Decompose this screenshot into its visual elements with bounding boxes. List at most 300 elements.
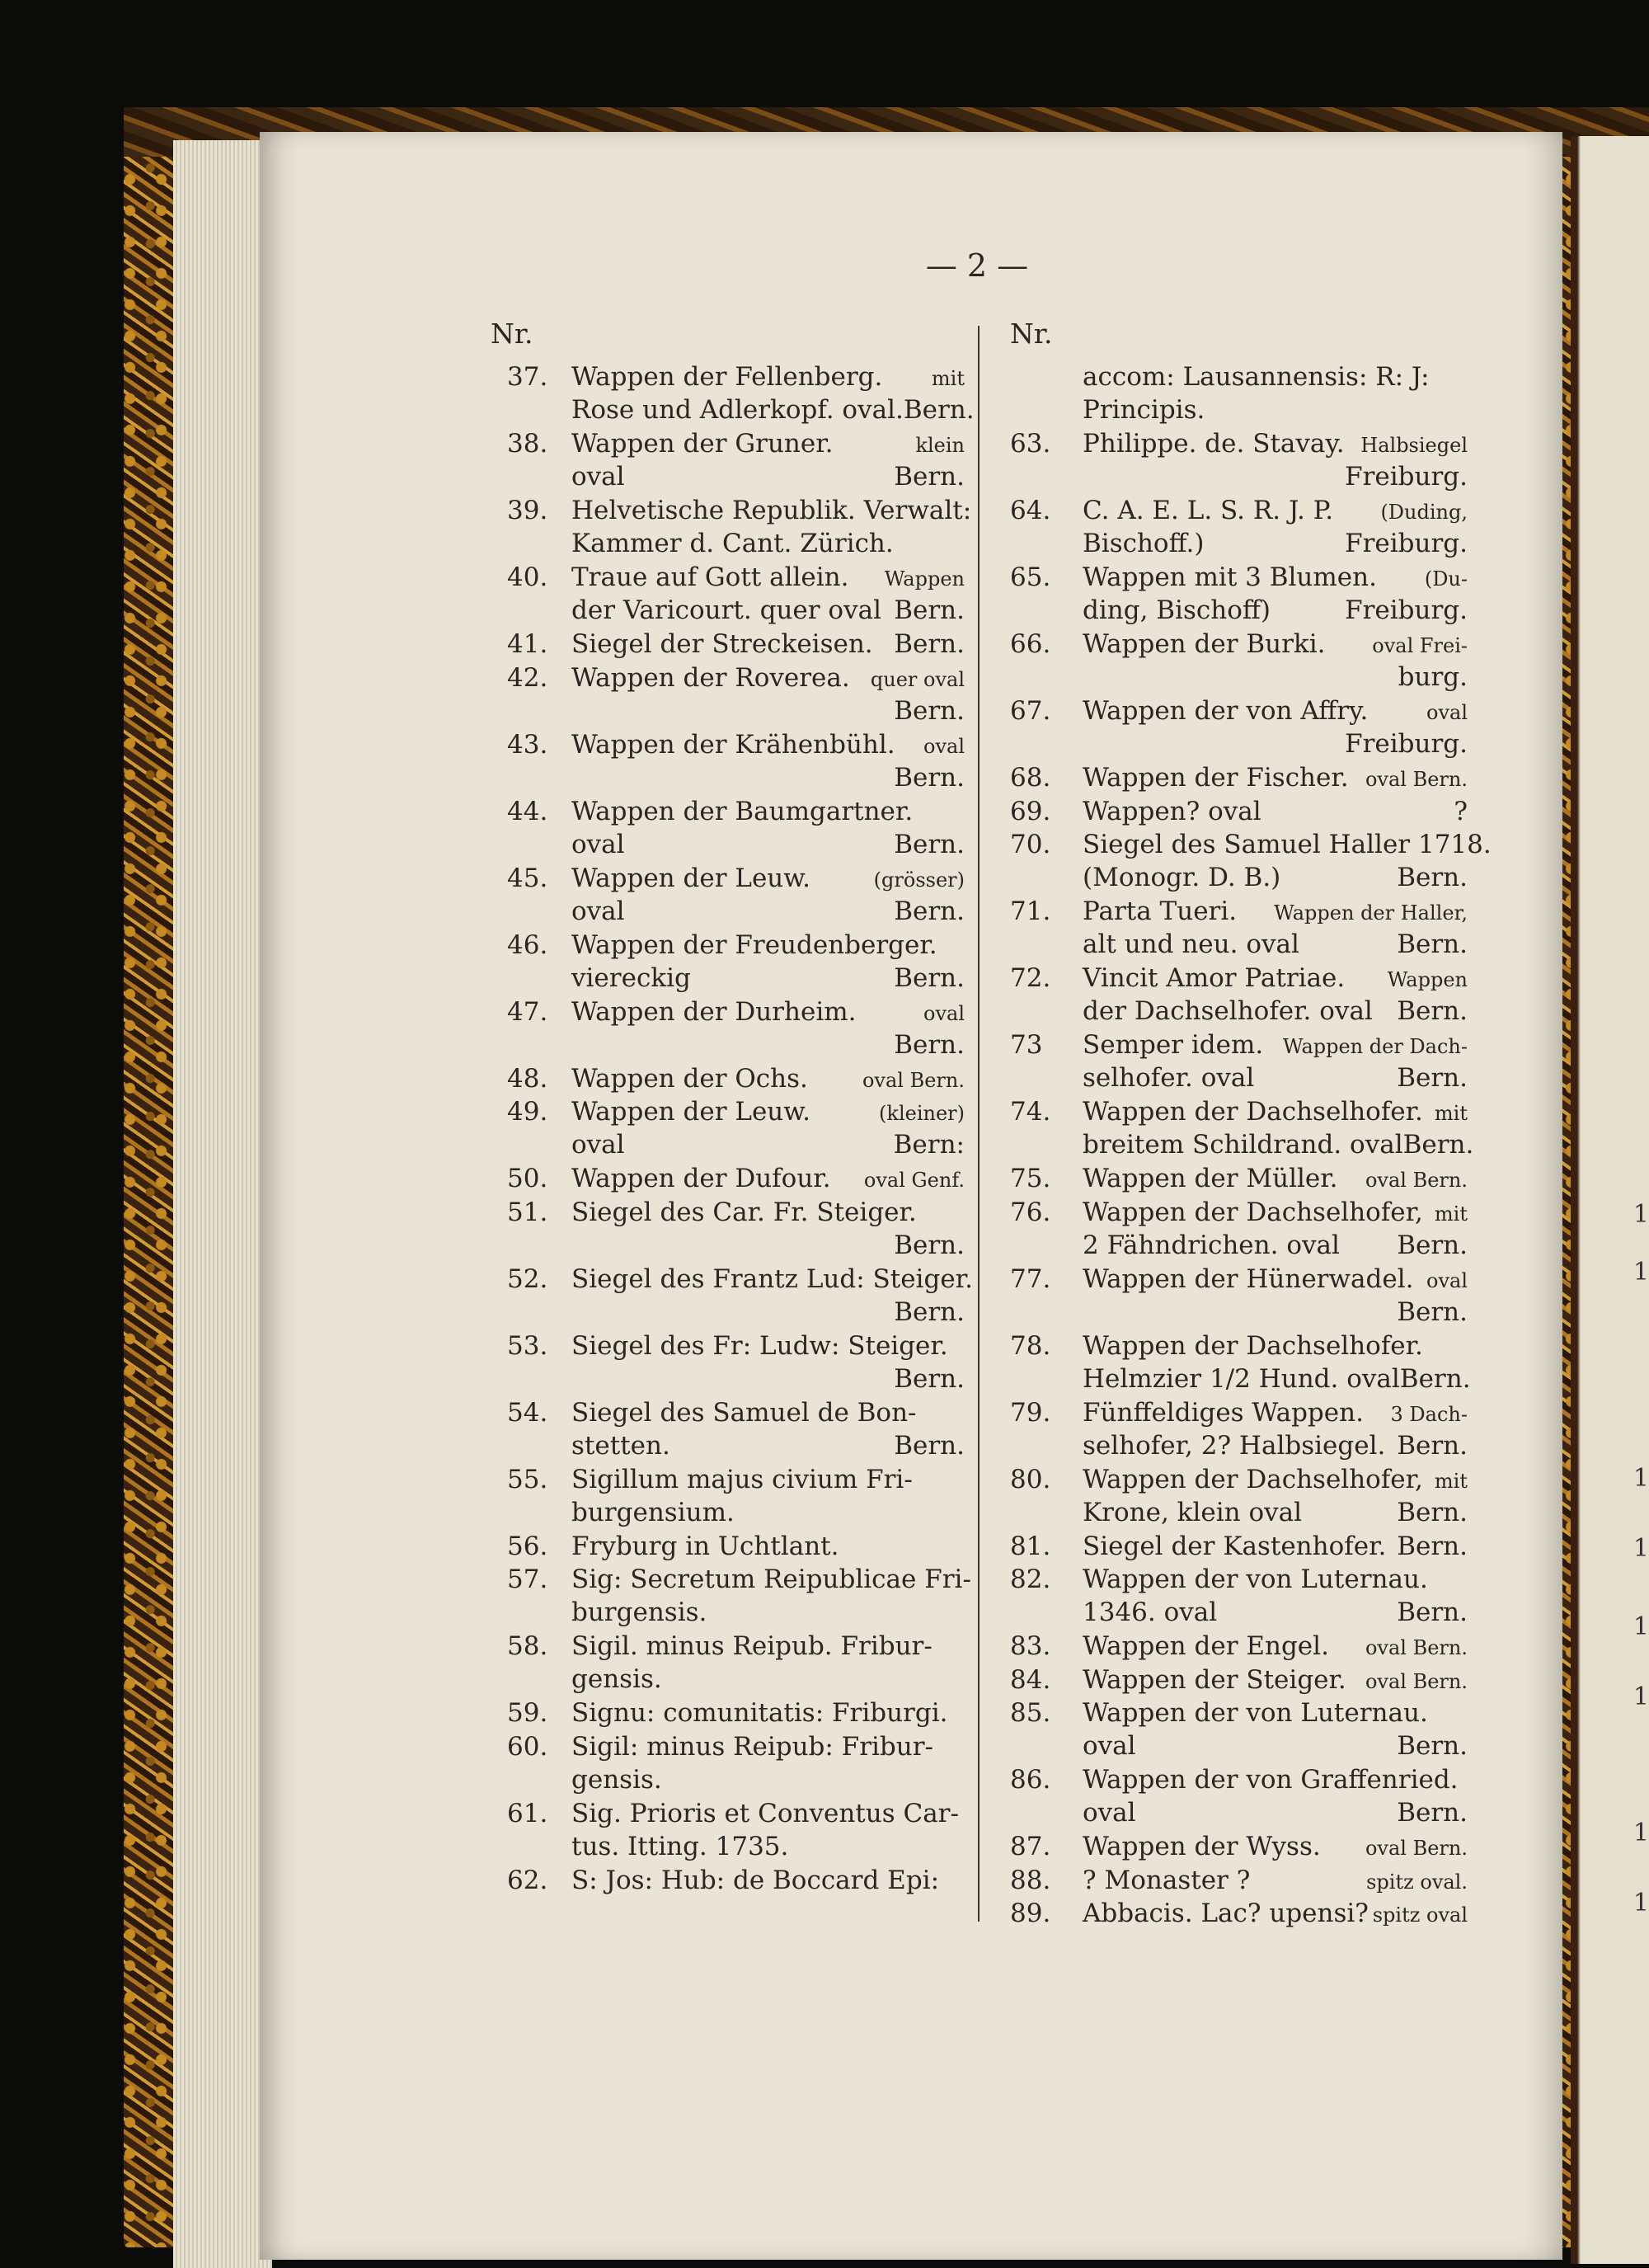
entry-line: [1083, 527, 1468, 560]
entry-line-note: Freiburg.: [1345, 595, 1468, 625]
entry-number: 38.: [507, 429, 548, 459]
entry-line-main: Fryburg in Uchtlant.: [571, 1531, 839, 1561]
entry-line: [1083, 1095, 1468, 1128]
catalog-entry: [491, 1095, 965, 1162]
entry-text: [571, 1530, 965, 1563]
entry-line: [1083, 561, 1468, 594]
entry-number: 80.: [1010, 1464, 1051, 1494]
entry-line: [1083, 427, 1468, 460]
page-number: — 2 —: [925, 247, 1029, 284]
entry-line-main: S: Jos: Hub: de Boccard Epi:: [571, 1865, 940, 1895]
entry-line-main: Parta Tueri.: [1083, 896, 1238, 926]
entry-text: [571, 661, 965, 727]
catalog-entry: [491, 1263, 973, 1329]
entry-line-main: Wappen der Freudenberger.: [571, 929, 937, 960]
entry-text: [571, 1797, 965, 1863]
entry-line: [1083, 694, 1468, 727]
entry-number: 81.: [1010, 1531, 1051, 1561]
entry-line: [571, 360, 965, 393]
entry-line-note: ?: [1454, 796, 1468, 826]
entry-line-note: mit: [1434, 1102, 1468, 1125]
entry-text: [1083, 1763, 1468, 1829]
entry-line: [1083, 1463, 1468, 1496]
entry-line: [571, 494, 972, 527]
entry-number: 39.: [507, 496, 548, 525]
entry-line-main: Rose und Adlerkopf. oval.: [571, 395, 904, 425]
entry-number: 53.: [507, 1330, 548, 1361]
entry-text: [1083, 1696, 1468, 1762]
entry-line-main: oval: [571, 1130, 625, 1160]
entry-line-main: oval: [1083, 1798, 1136, 1828]
catalog-entry: [491, 1864, 965, 1898]
entry-line: [1083, 1763, 1468, 1796]
entry-line-main: Principis.: [1083, 395, 1205, 425]
entry-line-note: mit: [1434, 1469, 1468, 1493]
entry-line-main: Wappen der Baumgartner.: [571, 796, 914, 826]
catalog-entry: [491, 1696, 965, 1730]
entry-line: [571, 1095, 965, 1128]
entry-line-main: Sig. Prioris et Conventus Car-: [571, 1798, 959, 1828]
entry-number: 61.: [507, 1798, 548, 1828]
entry-line: [1083, 1864, 1468, 1897]
entry-line: [1083, 1897, 1468, 1930]
facing-page-number: 1: [1633, 1819, 1649, 1847]
entry-line: [1083, 494, 1468, 527]
entry-line: [1083, 1796, 1468, 1829]
entry-line-main: burgensis.: [571, 1597, 707, 1627]
entry-number: 66.: [1010, 629, 1051, 659]
entry-line: [571, 1663, 965, 1696]
entry-line-main: burgensium.: [571, 1497, 735, 1527]
entry-text: [571, 795, 965, 861]
entry-number: 67.: [1010, 696, 1051, 726]
entry-number: 77.: [1010, 1263, 1051, 1294]
entry-line-note: Wappen der Dach-: [1282, 1035, 1468, 1058]
catalog-entry: [1010, 1897, 1468, 1931]
entry-line-main: Wappen der Gruner.: [571, 429, 834, 459]
entry-line-main: Kammer d. Cant. Zürich.: [571, 529, 894, 558]
entry-line-note: quer oval: [870, 667, 965, 691]
entry-line-main: Wappen der Fischer.: [1083, 763, 1349, 793]
entry-line: [1083, 962, 1468, 995]
entry-line-main: Wappen der Durheim.: [571, 996, 857, 1027]
catalog-entry: [1010, 1263, 1468, 1329]
entry-text: [571, 1864, 965, 1897]
entry-line-note: oval: [1426, 1268, 1468, 1292]
catalog-entry: [491, 1730, 965, 1797]
entry-line-note: Halbsiegel: [1360, 434, 1468, 457]
entry-line: [571, 1362, 965, 1395]
entry-text: [1083, 1663, 1468, 1696]
entry-number: 68.: [1010, 763, 1051, 793]
entry-line-main: Wappen der Ochs.: [571, 1063, 808, 1094]
entry-line: [571, 828, 965, 861]
entry-line: [1083, 1563, 1468, 1596]
entry-line-main: oval: [571, 462, 625, 492]
catalog-entry: [491, 795, 965, 862]
entry-number: 78.: [1010, 1330, 1051, 1361]
entry-line-main: Wappen der Roverea.: [571, 662, 850, 693]
entry-line-note: Bern.: [894, 629, 965, 659]
entry-line-note: Bern.: [903, 395, 975, 425]
entry-number: 42.: [507, 662, 548, 693]
entry-line-main: Abbacis. Lac? upensi?: [1083, 1899, 1369, 1928]
catalog-entry: [491, 1396, 965, 1463]
entry-text: [571, 628, 965, 661]
entry-line-note: Bern.: [1397, 1731, 1468, 1761]
entry-line-main: Helvetische Republik. Verwalt:: [571, 496, 972, 525]
entry-line: [1083, 727, 1468, 760]
entry-line-main: Bischoff.): [1083, 529, 1205, 558]
entry-line: [1083, 1663, 1468, 1696]
entry-line: [571, 594, 965, 627]
facing-page-number: 1: [1633, 1889, 1649, 1917]
entry-line: [571, 694, 965, 727]
catalog-entry: [491, 929, 965, 995]
entry-line: [1083, 795, 1468, 828]
facing-page-number: 1: [1633, 1464, 1649, 1493]
entry-line-main: Siegel des Frantz Lud: Steiger.: [571, 1263, 973, 1294]
entry-line: [571, 728, 965, 761]
left-column-heading: Nr.: [491, 318, 533, 350]
catalog-entry: [491, 1329, 965, 1396]
catalog-entry: [491, 494, 972, 561]
entry-line-main: Wappen der Dachselhofer,: [1083, 1464, 1423, 1494]
catalog-entry: [1010, 494, 1468, 561]
entry-line-note: Freiburg.: [1345, 462, 1468, 492]
entry-line-main: ? Monaster ?: [1083, 1865, 1251, 1895]
catalog-entry: [1010, 1696, 1468, 1763]
entry-line: [571, 661, 965, 694]
entry-number: 63.: [1010, 429, 1051, 459]
catalog-entry: [1010, 427, 1468, 494]
entry-line: [571, 628, 965, 661]
entry-line-note: klein: [915, 434, 965, 457]
catalog-entry: [1010, 795, 1468, 829]
entry-text: [1083, 1864, 1468, 1897]
entry-text: [1083, 1095, 1474, 1161]
entry-line-note: (Du-: [1424, 567, 1468, 591]
entry-text: [571, 995, 965, 1061]
entry-text: [571, 728, 965, 794]
entry-line-main: Wappen der Leuw.: [571, 1097, 810, 1127]
entry-line-main: selhofer. oval: [1083, 1063, 1255, 1093]
entry-line: [1083, 1362, 1471, 1395]
entry-line-note: oval Genf.: [863, 1169, 965, 1192]
entry-number: 50.: [507, 1164, 548, 1193]
entry-line-note: Wappen: [884, 567, 965, 591]
entry-number: 54.: [507, 1397, 548, 1428]
entry-line: [571, 1830, 965, 1863]
catalog-entry: [491, 427, 965, 494]
entry-line-note: 3 Dach-: [1390, 1402, 1468, 1426]
entry-line-main: oval: [571, 896, 625, 926]
entry-line-note: Bern.: [894, 462, 965, 492]
catalog-entry: [491, 1463, 965, 1530]
entry-text: [1083, 1563, 1468, 1629]
entry-line: [1083, 928, 1468, 961]
entry-line-main: Sigillum majus civium Fri-: [571, 1464, 913, 1494]
entry-text: [1083, 628, 1468, 694]
entry-line: [571, 427, 965, 460]
entry-line-note: Bern.: [1397, 929, 1468, 959]
entry-line-note: Bern.: [894, 1430, 965, 1461]
entry-number: 74.: [1010, 1097, 1051, 1127]
entry-text: [1083, 1162, 1468, 1195]
entry-line-note: oval: [923, 734, 965, 758]
entry-line: [571, 1062, 965, 1095]
entry-line-note: oval Bern.: [1365, 1169, 1468, 1192]
entry-text: [571, 1396, 965, 1462]
entry-line: [1083, 1128, 1474, 1161]
entry-line-note: Bern.: [1397, 1230, 1468, 1260]
entry-line: [571, 1128, 965, 1161]
entry-text: [571, 1263, 973, 1329]
catalog-entry: [1010, 1630, 1468, 1663]
entry-text: [571, 1329, 965, 1395]
entry-line-main: Sigil. minus Reipub. Fribur-: [571, 1631, 933, 1661]
entry-line: [1083, 628, 1468, 661]
entry-line-note: mit: [1434, 1202, 1468, 1226]
entry-line: [571, 1463, 965, 1496]
entry-line: [1083, 1630, 1468, 1663]
entry-line-note: Bern.: [1397, 1063, 1468, 1093]
entry-line: [1083, 828, 1492, 861]
entry-number: 72.: [1010, 963, 1051, 993]
entry-text: [1083, 1630, 1468, 1663]
entry-line-note: oval Bern.: [1365, 1669, 1468, 1693]
entry-number: 60.: [507, 1731, 548, 1762]
entry-line-note: Bern.: [894, 896, 965, 926]
entry-line-main: Helmzier 1/2 Hund. oval: [1083, 1363, 1400, 1394]
entry-number: 57.: [507, 1565, 548, 1594]
entry-line-main: Wappen mit 3 Blumen.: [1083, 562, 1377, 592]
entry-line-main: Wappen der Wyss.: [1083, 1832, 1321, 1861]
catalog-entry: [491, 862, 965, 929]
entry-number: 76.: [1010, 1197, 1051, 1227]
entry-number: 56.: [507, 1531, 548, 1561]
entry-line-main: Siegel des Samuel Haller 1718.: [1083, 830, 1492, 859]
entry-line: [1083, 1296, 1468, 1329]
entry-line-note: Bern.: [894, 1029, 965, 1060]
catalog-entry: [491, 1062, 965, 1096]
catalog-entry: [1010, 1329, 1471, 1396]
catalog-entry: [491, 360, 975, 427]
entry-line: [571, 1696, 965, 1729]
entry-number: 49.: [507, 1097, 548, 1127]
entry-line-main: Sigil: minus Reipub: Fribur-: [571, 1731, 934, 1762]
entry-line: [571, 1596, 965, 1629]
entry-line: [571, 1763, 965, 1796]
entry-line: [571, 1296, 965, 1329]
entry-line-note: (grösser): [873, 868, 965, 892]
entry-line-note: Freiburg.: [1345, 529, 1468, 558]
catalog-entry: [491, 1530, 965, 1564]
entry-line: [1083, 1061, 1468, 1094]
right-column-heading: Nr.: [1010, 318, 1053, 350]
entry-number: 52.: [507, 1263, 548, 1294]
entry-number: 71.: [1010, 896, 1051, 926]
entry-text: [571, 360, 975, 426]
entry-line: [571, 1730, 965, 1763]
entry-line-main: tus. Itting. 1735.: [571, 1831, 789, 1861]
entry-line-note: (Duding,: [1380, 501, 1468, 524]
entry-line-main: Krone, klein oval: [1083, 1497, 1303, 1527]
entry-line-note: Bern.: [894, 1296, 965, 1327]
entry-line-note: Bern.: [1397, 996, 1468, 1026]
entry-line: [1083, 1196, 1468, 1229]
entry-line-note: Bern.: [894, 829, 965, 859]
entry-line-note: oval: [923, 1001, 965, 1025]
catalog-entry: [1010, 694, 1468, 761]
catalog-entry: [491, 628, 965, 661]
entry-line-main: Wappen der Burki.: [1083, 629, 1326, 659]
entry-number: 43.: [507, 729, 548, 760]
entry-number: 84.: [1010, 1664, 1051, 1695]
entry-line-main: ding, Bischoff): [1083, 595, 1271, 625]
entry-line: [571, 561, 965, 594]
facing-page-number: 1: [1633, 1682, 1649, 1711]
entry-text: [1083, 360, 1468, 426]
entry-line: [1083, 1263, 1468, 1296]
entry-line-note: spitz oval.: [1366, 1870, 1468, 1894]
catalog-entry: [1010, 895, 1468, 962]
entry-line-main: Siegel des Car. Fr. Steiger.: [571, 1197, 917, 1227]
entry-line-note: oval: [1426, 701, 1468, 724]
entry-number: 69.: [1010, 796, 1051, 826]
entry-line-main: Wappen der von Graffenried.: [1083, 1765, 1459, 1795]
entry-text: [1083, 1463, 1468, 1529]
entry-line-note: Bern.: [894, 695, 965, 726]
entry-line-main: der Dachselhofer. oval: [1083, 996, 1373, 1026]
entry-line-note: oval Bern.: [1365, 1636, 1468, 1659]
entry-text: [1083, 561, 1468, 627]
entry-number: 58.: [507, 1631, 548, 1661]
entry-text: [1083, 1897, 1468, 1930]
entry-line-main: Wappen der von Affry.: [1083, 696, 1369, 726]
entry-line-note: Bern:: [893, 1130, 965, 1160]
entry-text: [1083, 795, 1468, 828]
entry-line-main: Wappen der Dachselhofer,: [1083, 1197, 1423, 1227]
catalog-entry: [1010, 828, 1492, 895]
entry-text: [571, 929, 965, 995]
entry-text: [1083, 1329, 1471, 1395]
entry-line-note: Bern.: [1397, 863, 1468, 892]
entry-text: [571, 1630, 965, 1696]
entry-text: [1083, 828, 1492, 894]
entry-line: [1083, 1596, 1468, 1629]
entry-number: 55.: [507, 1464, 548, 1494]
entry-text: [571, 1696, 965, 1729]
entry-line-main: Siegel des Samuel de Bon-: [571, 1397, 917, 1428]
entry-line-note: mit: [931, 367, 965, 390]
entry-line-note: Bern.: [1402, 1130, 1474, 1160]
entry-number: 37.: [507, 362, 548, 392]
entry-line-main: Siegel der Kastenhofer.: [1083, 1531, 1387, 1561]
entry-line-note: Bern.: [1397, 1597, 1468, 1627]
entry-line-main: breitem Schildrand. oval: [1083, 1130, 1403, 1160]
entry-number: 40.: [507, 562, 548, 592]
entry-number: 59.: [507, 1698, 548, 1728]
entry-line-main: Semper idem.: [1083, 1030, 1264, 1060]
entry-line-main: alt und neu. oval: [1083, 929, 1299, 959]
entry-line-main: Wappen der Dachselhofer.: [1083, 1097, 1423, 1127]
catalog-entry: [491, 1162, 965, 1196]
catalog-entry: [491, 728, 965, 795]
entry-text: [571, 494, 972, 560]
entry-text: [1083, 1830, 1468, 1863]
entry-line: [571, 795, 965, 828]
catalog-entry: [491, 1563, 971, 1630]
entry-line-main: gensis.: [571, 1764, 662, 1795]
catalog-entry: [491, 995, 965, 1062]
entry-line: [571, 1229, 965, 1262]
entry-number: 41.: [507, 629, 548, 659]
entry-line-note: Bern.: [894, 595, 965, 625]
entry-number: 85.: [1010, 1698, 1051, 1728]
entry-line-main: der Varicourt. quer oval: [571, 595, 881, 625]
entry-line: [1083, 1530, 1468, 1563]
entry-number: 88.: [1010, 1865, 1051, 1895]
page-edges: [173, 140, 272, 2268]
entry-line-main: 2 Fähndrichen. oval: [1083, 1230, 1340, 1260]
entry-line: [571, 1196, 965, 1229]
entry-line: [571, 1864, 965, 1897]
entry-text: [1083, 1028, 1468, 1094]
entry-text: [571, 427, 965, 493]
entry-line-note: (kleiner): [879, 1102, 965, 1125]
entry-line-note: oval Bern.: [1365, 768, 1468, 791]
entry-line-note: burg.: [1398, 662, 1468, 692]
entry-number: 48.: [507, 1063, 548, 1094]
entry-line-note: Freiburg.: [1345, 729, 1468, 759]
entry-line: [1083, 861, 1468, 894]
entry-line-main: Wappen? oval: [1083, 796, 1261, 826]
catalog-entry: [1010, 1028, 1468, 1095]
entry-text: [571, 1563, 971, 1629]
entry-line-note: oval Frei-: [1372, 634, 1468, 657]
entry-text: [571, 1095, 965, 1161]
entry-number: 44.: [507, 796, 548, 826]
entry-text: [571, 1463, 965, 1529]
entry-line-note: Wappen: [1387, 968, 1468, 991]
entry-line: [571, 460, 965, 493]
facing-page: [1571, 136, 1649, 2264]
entry-line: [571, 1162, 965, 1195]
entry-text: [1083, 1196, 1468, 1262]
entry-number: 65.: [1010, 562, 1051, 592]
entry-line: [1083, 1696, 1468, 1729]
entry-line-main: Sig: Secretum Reipublicae Fri-: [571, 1565, 971, 1594]
entry-line: [571, 761, 965, 794]
entry-line-note: Bern.: [1399, 1363, 1471, 1394]
entry-line-main: Wappen der Leuw.: [571, 863, 810, 893]
entry-line-note: Bern.: [1397, 1798, 1468, 1828]
entry-text: [571, 1062, 965, 1095]
entry-line: [571, 962, 965, 995]
entry-line: [571, 1429, 965, 1462]
entry-line: [1083, 1229, 1468, 1262]
entry-text: [1083, 1263, 1468, 1329]
entry-line-main: Wappen der Hünerwadel.: [1083, 1263, 1414, 1294]
entry-line: [1083, 1162, 1468, 1195]
entry-number: 73: [1010, 1030, 1043, 1060]
entry-line-main: Siegel der Streckeisen.: [571, 629, 873, 659]
entry-line: [1083, 995, 1468, 1028]
entry-line: [1083, 661, 1468, 694]
entry-line-main: accom: Lausannensis: R: J:: [1083, 362, 1430, 392]
entry-line-main: stetten.: [571, 1430, 670, 1461]
